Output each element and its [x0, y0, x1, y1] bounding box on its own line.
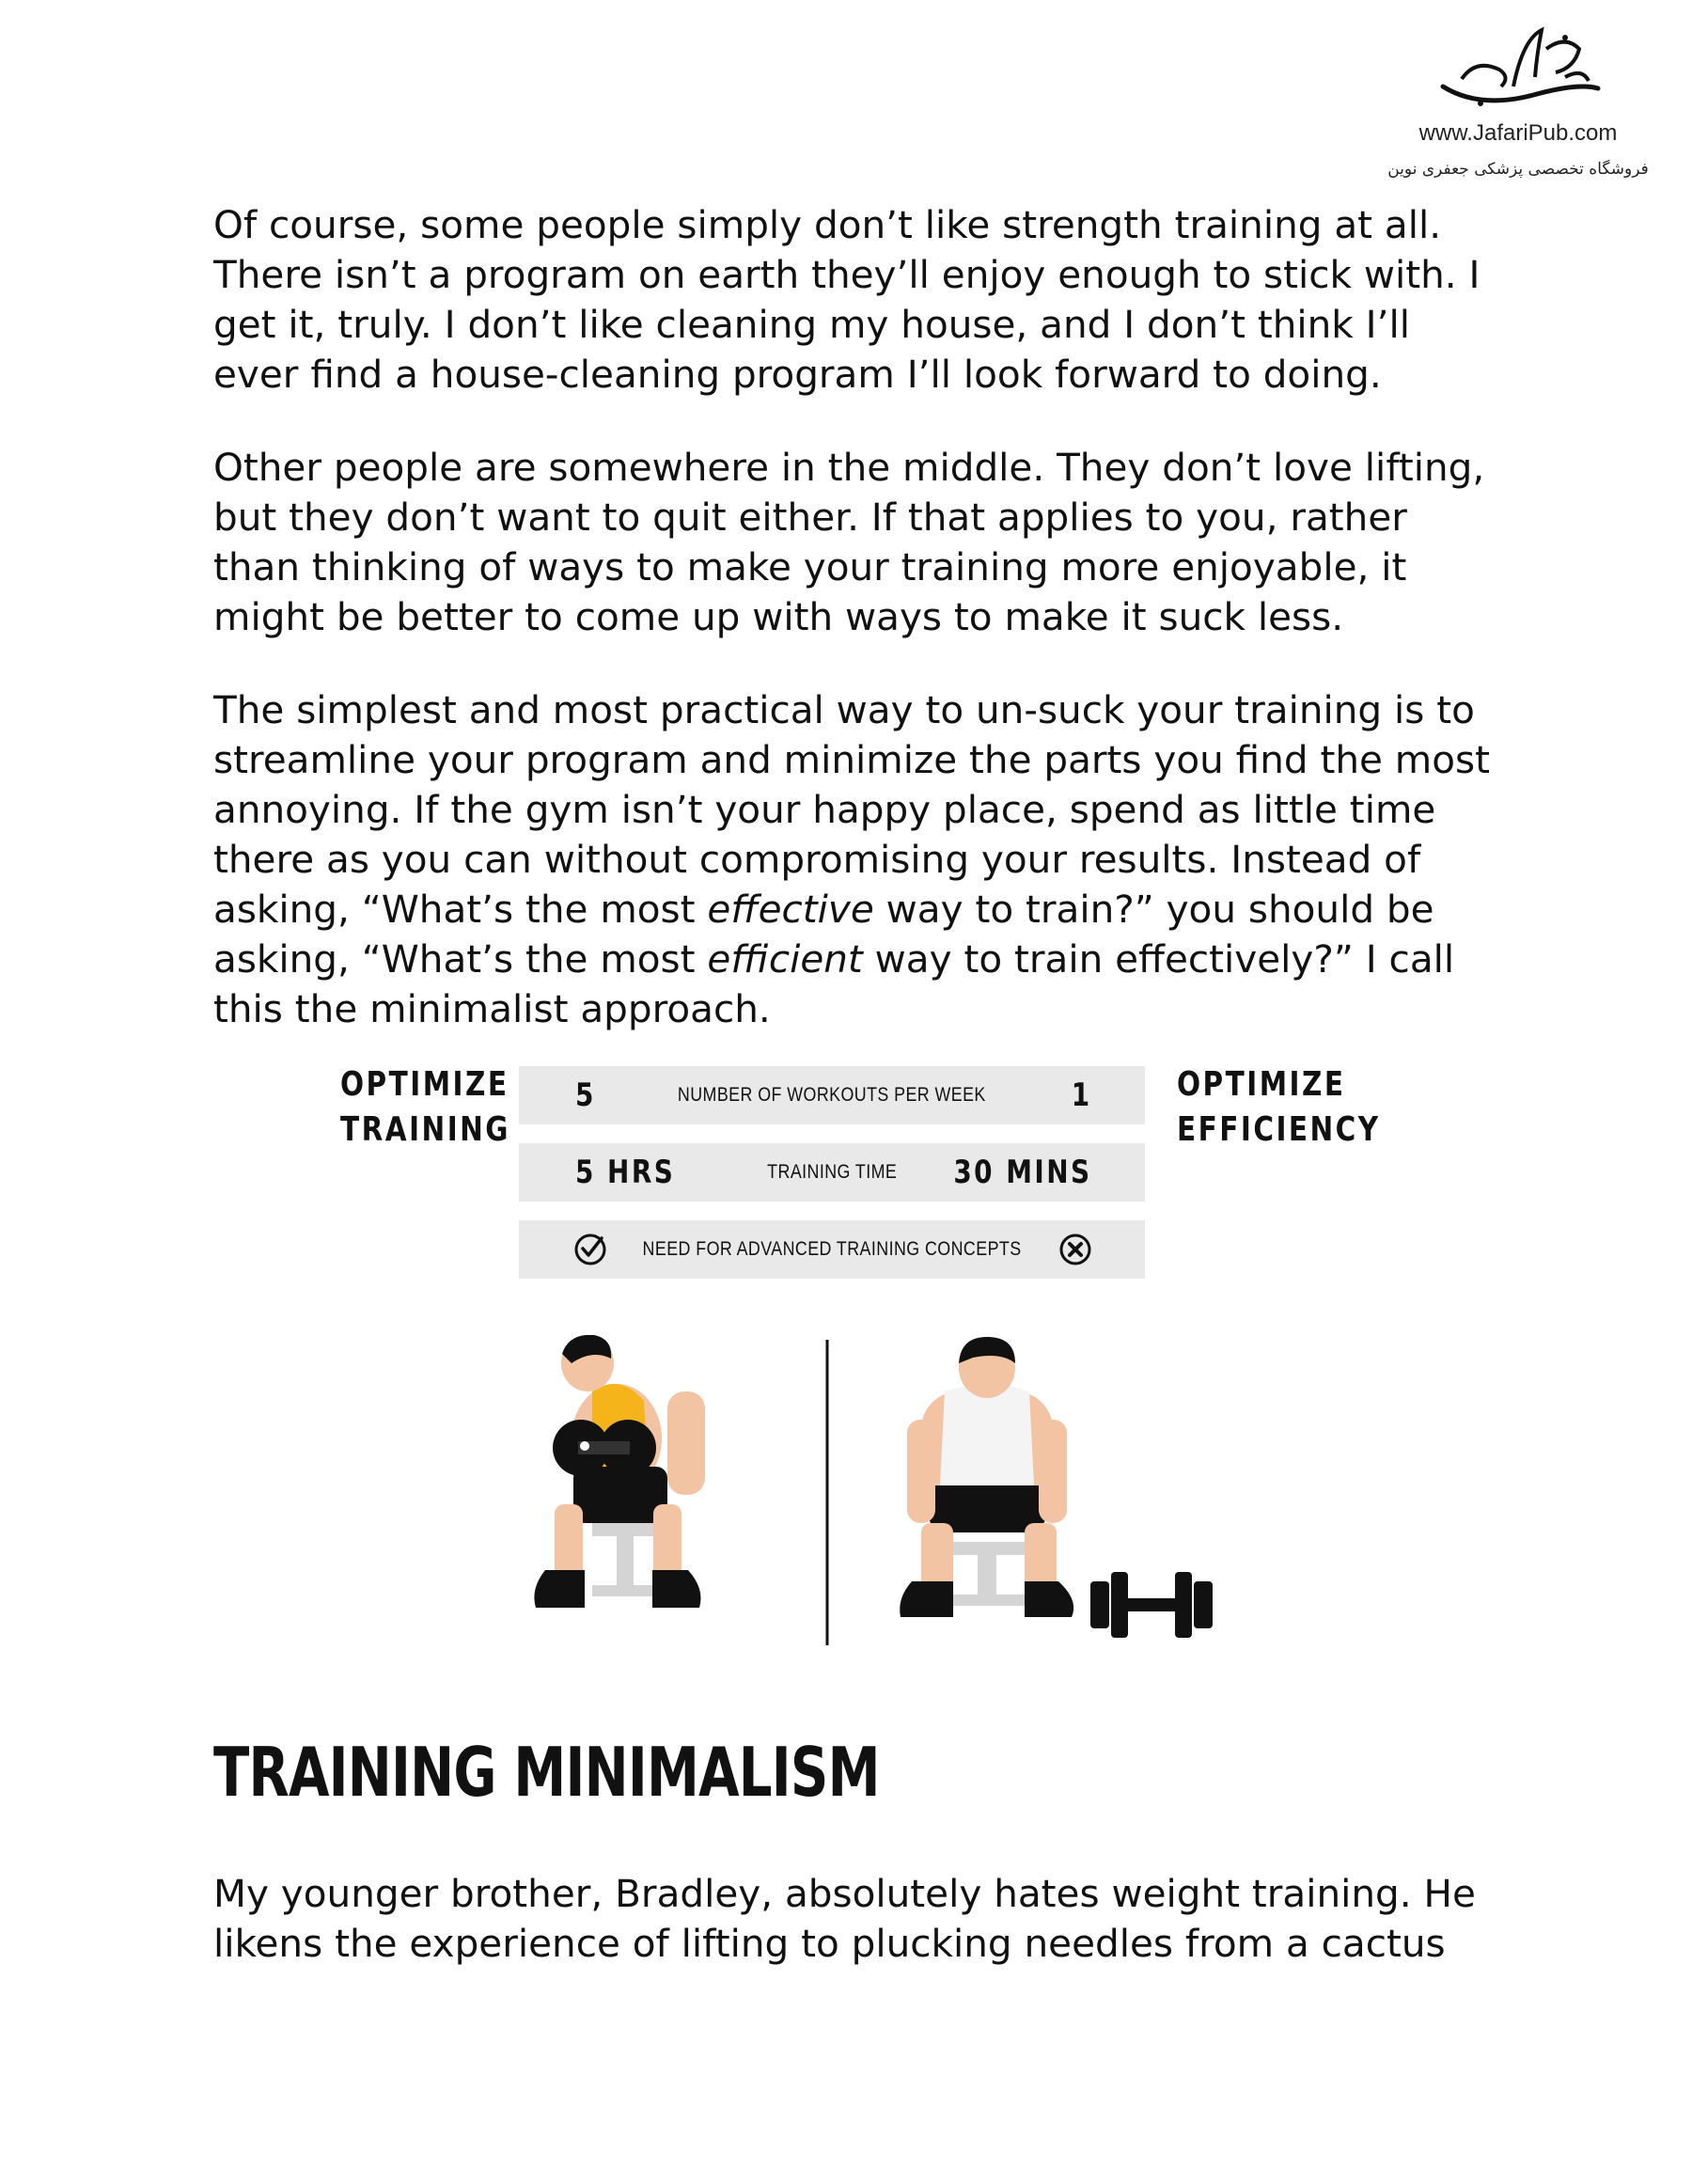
paragraph-4: My younger brother, Bradley, absolutely hates weight training. He likens the experience of lifting to plucking needles from a cactus	[213, 1871, 1476, 1966]
row-label: TRAINING TIME	[766, 1161, 898, 1183]
paragraph-1: Of course, some people simply don’t like strength training at all. There isn’t a program on earth they’ll enjoy enough to stick with. I get it, truly. I don’t like cleaning my house, and I don’t think I’ll ever find a house-cleaning program I’ll look forward to doing.	[213, 202, 1480, 397]
comparison-row-workouts	[519, 1066, 1145, 1124]
comparison-row-training-time	[519, 1143, 1145, 1202]
emphasis-efficient: efficient	[707, 936, 863, 982]
row-label: NEED FOR ADVANCED TRAINING CONCEPTS	[642, 1238, 1022, 1260]
dumbbell-on-floor-icon	[1090, 1572, 1213, 1638]
right-value: 30 MINS	[953, 1154, 1092, 1191]
paragraph-3-part-c: way to train effectively?” I call this the minimalist approach.	[213, 936, 1455, 1031]
logo-tagline: فروشگاه تخصصی پزشکی جعفری نوین	[1387, 160, 1649, 179]
calligraphy-logo-icon	[1424, 21, 1612, 124]
emphasis-effective: effective	[707, 887, 874, 932]
logo-url: www.JafariPub.com	[1418, 120, 1618, 146]
optimize-efficiency-label	[1177, 1062, 1381, 1153]
label-line: TRAINING	[340, 1110, 511, 1149]
paragraph-2: Other people are somewhere in the middle. They don’t love lifting, but they don’t want to quit either. If that applies to you, rather than thinking of ways to make your training more enjoyable, it might be better to come up with ways to make it suck less.	[213, 445, 1485, 639]
paragraph-3-part-b: way to train?” you should be asking, “What’s the most	[213, 887, 1434, 982]
comparison-row-advanced-concepts	[519, 1220, 1145, 1279]
publisher-logo	[1372, 21, 1664, 190]
section-heading: TRAINING MINIMALISM	[213, 1733, 880, 1812]
x-circle-icon	[1058, 1233, 1092, 1266]
figure-resting-icon	[900, 1337, 1213, 1638]
figure-curling-dumbbell-icon	[534, 1335, 705, 1608]
optimize-training-label	[340, 1062, 510, 1153]
lifting-figures-illustration	[526, 1335, 1241, 1664]
paragraph-3	[213, 685, 1492, 1034]
right-value: 1	[1072, 1076, 1092, 1114]
label-line: OPTIMIZE	[340, 1065, 509, 1104]
label-line: EFFICIENCY	[1177, 1110, 1381, 1149]
row-label: NUMBER OF WORKOUTS PER WEEK	[678, 1084, 986, 1106]
left-value: 5 HRS	[575, 1154, 676, 1191]
left-value: 5	[575, 1076, 596, 1114]
paragraph-3-part-a: The simplest and most practical way to un-suck your training is to streamline your program and minimize the parts you find the most annoying. If the gym isn’t your happy place, spend as little time there as you can without compromising your results. Instead of asking, “What’s the most	[213, 687, 1490, 932]
label-line: OPTIMIZE	[1177, 1065, 1346, 1104]
